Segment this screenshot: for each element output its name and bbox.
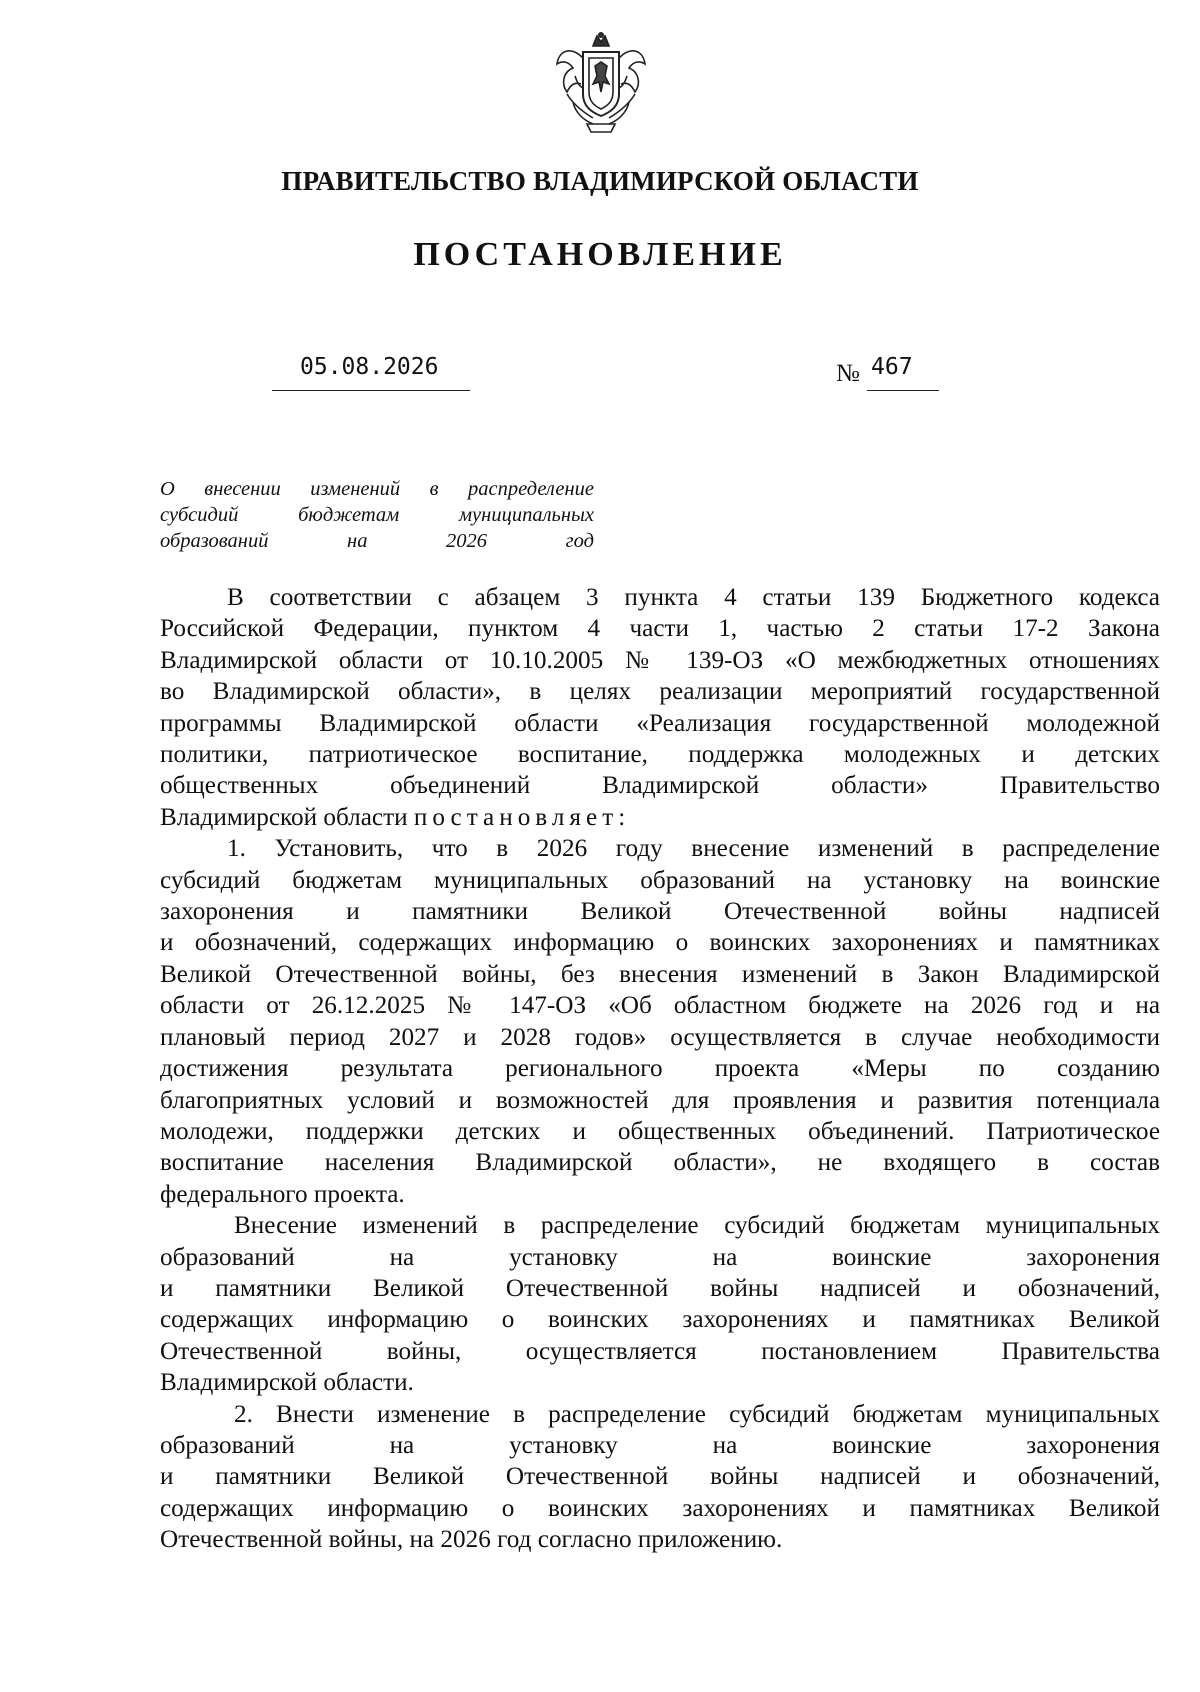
text-line: области от 26.12.2025 № 147-ОЗ «Об областном бюджете на 2026 год и на (160, 992, 1160, 1020)
text-line: программы Владимирской области «Реализация государственной молодежной (160, 709, 1160, 737)
text-line: и памятники Великой Отечественной войны надписей и обозначений, (160, 1274, 1160, 1302)
subject-line: О внесении изменений в распределение (160, 478, 594, 500)
document-date: 05.08.2026 (300, 354, 439, 380)
resolves-word: постановляет: (413, 803, 631, 831)
text-line (160, 802, 1160, 833)
text-line: 2. Внести изменение в распределение субсидий бюджетам муниципальных (234, 1400, 1160, 1428)
text-line: федерального проекта. (160, 1180, 405, 1208)
text-line: Владимирской области. (160, 1369, 414, 1397)
text-line: плановый период 2027 и 2028 годов» осуществляется в случае необходимости (160, 1023, 1160, 1051)
document-body (160, 582, 1160, 1556)
document-subject (160, 476, 594, 554)
number-label: № (836, 360, 860, 387)
preamble-last: Владимирской области (160, 803, 408, 831)
text-line: Внесение изменений в распределение субсидий бюджетам муниципальных (234, 1212, 1160, 1240)
text-line: воспитание населения Владимирской области», не входящего в состав (160, 1149, 1160, 1177)
preamble-paragraph (160, 582, 1160, 833)
text-line: достижения результата регионального проекта «Меры по созданию (160, 1055, 1160, 1083)
text-line: во Владимирской области», в целях реализации мероприятий государственной (160, 678, 1160, 706)
text-line: молодежи, поддержки детских и общественных объединений. Патриотическое (160, 1117, 1160, 1145)
coat-of-arms-emblem (553, 32, 649, 136)
paragraph-2 (160, 1399, 1160, 1556)
text-line: субсидий бюджетам муниципальных образований на установку на воинские (160, 866, 1160, 894)
document-type-title: ПОСТАНОВЛЕНИЕ (413, 236, 787, 273)
paragraph-1-continued (160, 1210, 1160, 1398)
text-line: захоронения и памятники Великой Отечественной войны надписей (160, 898, 1160, 926)
text-line: общественных объединений Владимирской области» Правительство (160, 772, 1160, 800)
text-line: благоприятных условий и возможностей для проявления и развития потенциала (160, 1086, 1160, 1114)
text-line: образований на установку на воинские захоронения (160, 1243, 1160, 1271)
paragraph-1 (160, 833, 1160, 1210)
text-line: содержащих информацию о воинских захоронениях и памятниках Великой (160, 1306, 1160, 1334)
subject-line: субсидий бюджетам муниципальных (160, 504, 594, 526)
text-line: В соответствии с абзацем 3 пункта 4 статьи 139 Бюджетного кодекса (227, 584, 1160, 611)
government-title: ПРАВИТЕЛЬСТВО ВЛАДИМИРСКОЙ ОБЛАСТИ (281, 166, 919, 196)
text-line: Великой Отечественной войны, без внесения изменений в Закон Владимирской (160, 960, 1160, 988)
subject-line: образований на 2026 год (160, 530, 594, 552)
number-field (867, 354, 939, 391)
text-line: 1. Установить, что в 2026 году внесение изменений в распределение (227, 835, 1160, 863)
text-line: Отечественной войны, осуществляется постановлением Правительства (160, 1337, 1160, 1365)
text-line: и памятники Великой Отечественной войны надписей и обозначений, (160, 1463, 1160, 1491)
text-line: образований на установку на воинские захоронения (160, 1431, 1160, 1459)
date-field (272, 354, 470, 391)
text-line: Владимирской области от 10.10.2005 № 139-ОЗ «О межбюджетных отношениях (160, 646, 1160, 674)
text-line: политики, патриотическое воспитание, поддержка молодежных и детских (160, 741, 1160, 769)
text-line: содержащих информацию о воинских захоронениях и памятниках Великой (160, 1494, 1160, 1522)
text-line: Отечественной войны, на 2026 год согласно приложению. (160, 1526, 783, 1554)
document-number: 467 (871, 354, 913, 380)
text-line: Российской Федерации, пунктом 4 части 1, частью 2 статьи 17-2 Закона (160, 615, 1160, 643)
text-line: и обозначений, содержащих информацию о воинских захоронениях и памятниках (160, 929, 1160, 957)
